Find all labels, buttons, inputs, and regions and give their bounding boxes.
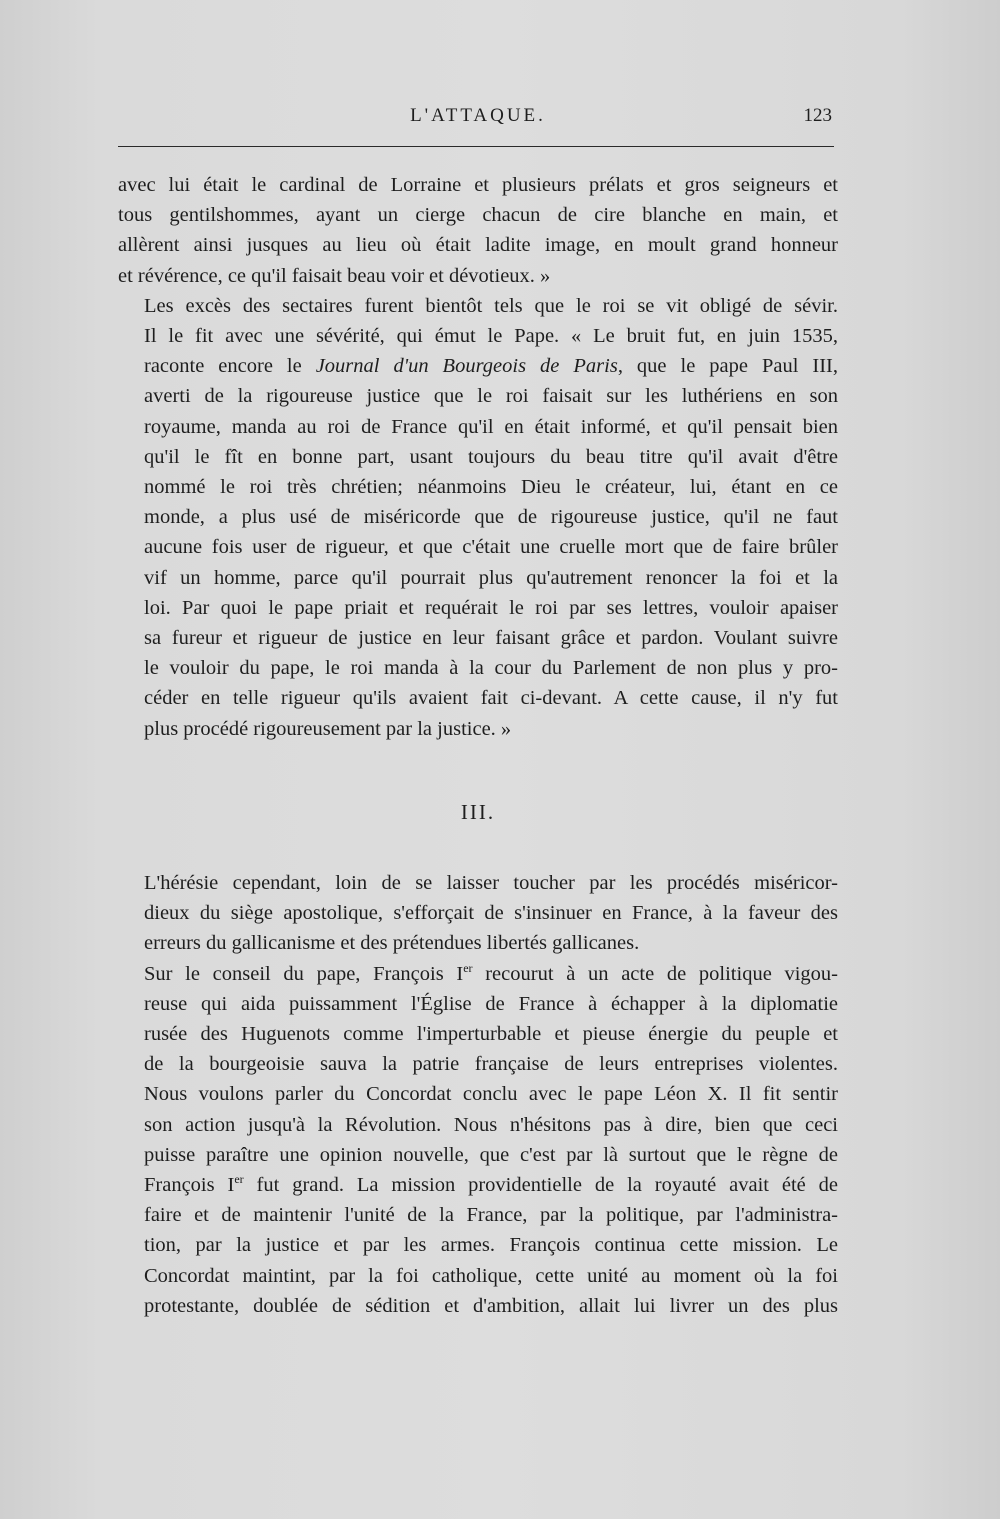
text-segment: fut grand. La mission providentielle de la royauté avait été de [243,1174,838,1197]
text-line: Nous voulons parler du Concordat conclu avec le pape Léon X. Il fit sentir [144,1083,838,1106]
text-line: loi. Par quoi le pape priait et requérait le roi par ses lettres, vouloir apaiser [144,596,838,619]
text-line: L'hérésie cependant, loin de se laisser toucher par les procédés miséricor- [144,872,838,894]
body-text-top [118,170,838,744]
header-rule [118,146,834,147]
text-line: de la bourgeoisie sauva la patrie française de leurs entreprises violentes. [144,1053,838,1076]
paragraph [118,868,838,959]
text-line: averti de la rigoureuse justice que le roi faisait sur les luthériens en son [144,385,838,408]
paragraph [118,291,838,744]
text-line [118,1170,838,1200]
text-segment: François I [144,1174,235,1197]
text-line: le vouloir du pape, le roi manda à la cour du Parlement de non plus y pro- [144,657,838,680]
text-line: nommé le roi très chrétien; néanmoins Dieu le créateur, lui, étant en ce [144,476,838,499]
text-line: erreurs du gallicanisme et des prétendues libertés gallicanes. [144,932,640,955]
text-segment: raconte encore le [144,355,302,378]
text-line: dieux du siège apostolique, s'efforçait de s'insinuer en France, à la faveur des [144,902,838,925]
text-line: avec lui était le cardinal de Lorraine et plusieurs prélats et gros seigneurs et [118,174,838,196]
text-line: qu'il le fît en bonne part, usant toujours du beau titre qu'il avait d'être [144,445,838,468]
text-line: rusée des Huguenots comme l'imperturbable et pieuse énergie du peuple et [144,1023,838,1046]
text-line: Concordat maintint, par la foi catholique, cette unité au moment où la foi [144,1264,838,1287]
superscript: er [463,960,473,975]
text-line: son action jusqu'à la Révolution. Nous n'hésitons pas à dire, bien que ceci [144,1113,838,1136]
text-line: allèrent ainsi jusques au lieu où était ladite image, en moult grand honneur [118,234,838,257]
text-line: reuse qui aida puissamment l'Église de France à échapper à la diplomatie [144,992,838,1015]
text-line: plus procédé rigoureusement par la justice. » [144,717,512,740]
text-line: monde, a plus usé de miséricorde que de rigoureuse justice, qu'il ne faut [144,506,838,529]
body-text-bottom [118,868,838,1321]
text-line: faire et de maintenir l'unité de la France, par la politique, par l'administra- [144,1204,838,1227]
paragraph [118,170,838,291]
text-segment: recourut à un acte de politique vigou- [472,962,838,985]
text-line: céder en telle rigueur qu'ils avaient fait ci-devant. A cette cause, il n'y fut [144,687,838,710]
text-line: aucune fois user de rigueur, et que c'était une cruelle mort que de faire brûler [144,536,838,559]
page-number: 123 [803,105,832,126]
italic-title: Journal d'un Bourgeois de Paris [315,355,618,378]
paragraph [118,959,838,1321]
text-line: vif un homme, parce qu'il pourrait plus qu'autrement renoncer la foi et la [144,566,838,589]
text-line [118,351,838,381]
text-line: tous gentilshommes, ayant un cierge chacun de cire blanche en main, et [118,204,838,227]
text-line: puisse paraître une opinion nouvelle, que c'est par là surtout que le règne de [144,1143,838,1166]
text-line [118,959,838,989]
text-line: et révérence, ce qu'il faisait beau voir et dévotieux. » [118,264,551,287]
text-segment: , que le pape Paul III, [617,355,838,378]
text-segment: Sur le conseil du pape, François I [144,962,464,985]
section-heading: III. [460,800,496,824]
text-line: Il le fit avec une sévérité, qui émut le Pape. « Le bruit fut, en juin 1535, [144,325,838,348]
running-title: L'ATTAQUE. [410,105,546,126]
text-line: protestante, doublée de sédition et d'ambition, allait lui livrer un des plus [144,1294,838,1317]
text-line: royaume, manda au roi de France qu'il en était informé, et qu'il pensait bien [144,415,838,438]
page-header [118,102,838,132]
superscript: er [234,1172,244,1187]
text-line: tion, par la justice et par les armes. François continua cette mission. Le [144,1234,838,1257]
text-line: Les excès des sectaires furent bientôt tels que le roi se vit obligé de sévir. [144,294,838,317]
text-line: sa fureur et rigueur de justice en leur faisant grâce et pardon. Voulant suivre [144,627,838,650]
